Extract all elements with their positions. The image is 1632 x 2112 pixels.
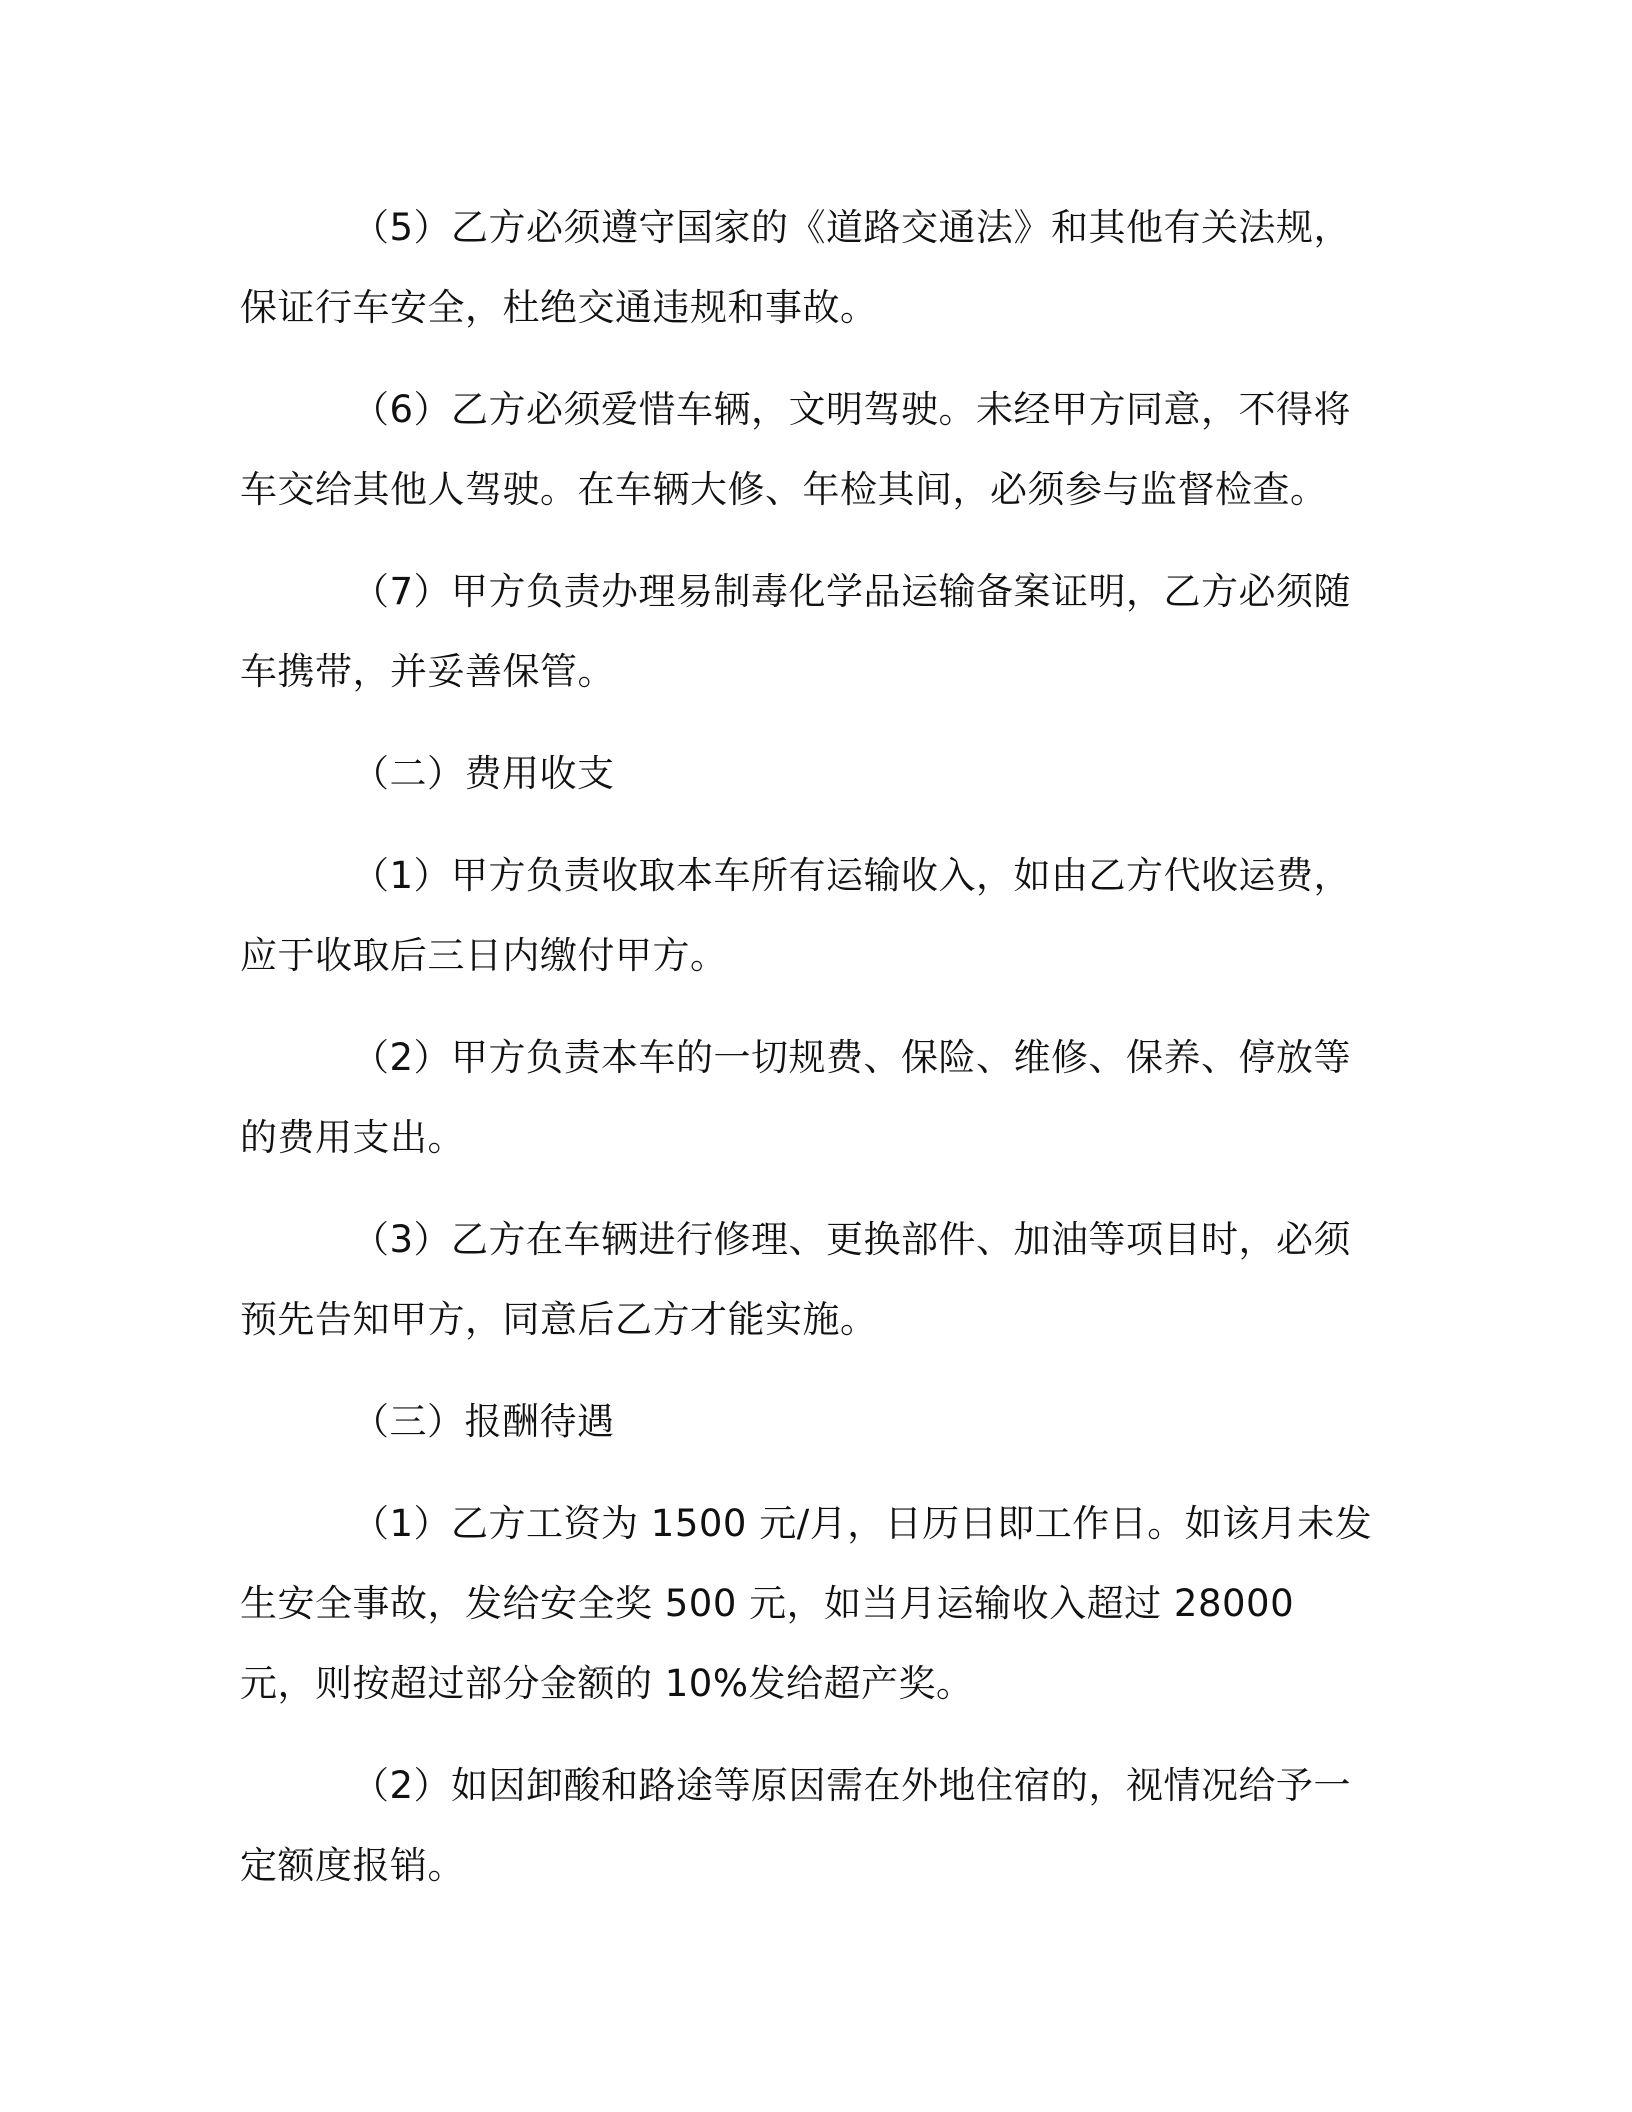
compensation-clause-1: （1）乙方工资为 1500 元/月，日历日即工作日。如该月未发生安全事故，发给安全奖 500 元，如当月运输收入超过 28000 元，则按超过部分金额的 10%发给超产奖。 [240, 1502, 1373, 1705]
clause-6-vehicle-care: （6）乙方必须爱惜车辆，文明驾驶。未经甲方同意，不得将车交给其他人驾驶。在车辆大修、年检其间，必须参与监督检查。 [240, 388, 1352, 511]
expense-clause-1: （1）甲方负责收取本车所有运输收入，如由乙方代收运费，应于收取后三日内缴付甲方。 [240, 854, 1352, 977]
section-heading-expenses: （二）费用收支 [352, 752, 615, 795]
document-body [240, 188, 1375, 1928]
expense-clause-2: （2）甲方负责本车的一切规费、保险、维修、保养、停放等的费用支出。 [240, 1036, 1352, 1159]
expense-clause-3: （3）乙方在车辆进行修理、更换部件、加油等项目时，必须预先告知甲方，同意后乙方才能实施。 [240, 1218, 1352, 1341]
clause-7-permit: （7）甲方负责办理易制毒化学品运输备案证明，乙方必须随车携带，并妥善保管。 [240, 570, 1352, 693]
compensation-clause-2: （2）如因卸酸和路途等原因需在外地住宿的，视情况给予一定额度报销。 [240, 1764, 1352, 1887]
section-heading-compensation: （三）报酬待遇 [352, 1400, 615, 1443]
clause-5-safety: （5）乙方必须遵守国家的《道路交通法》和其他有关法规，保证行车安全，杜绝交通违规和事故。 [240, 206, 1352, 329]
